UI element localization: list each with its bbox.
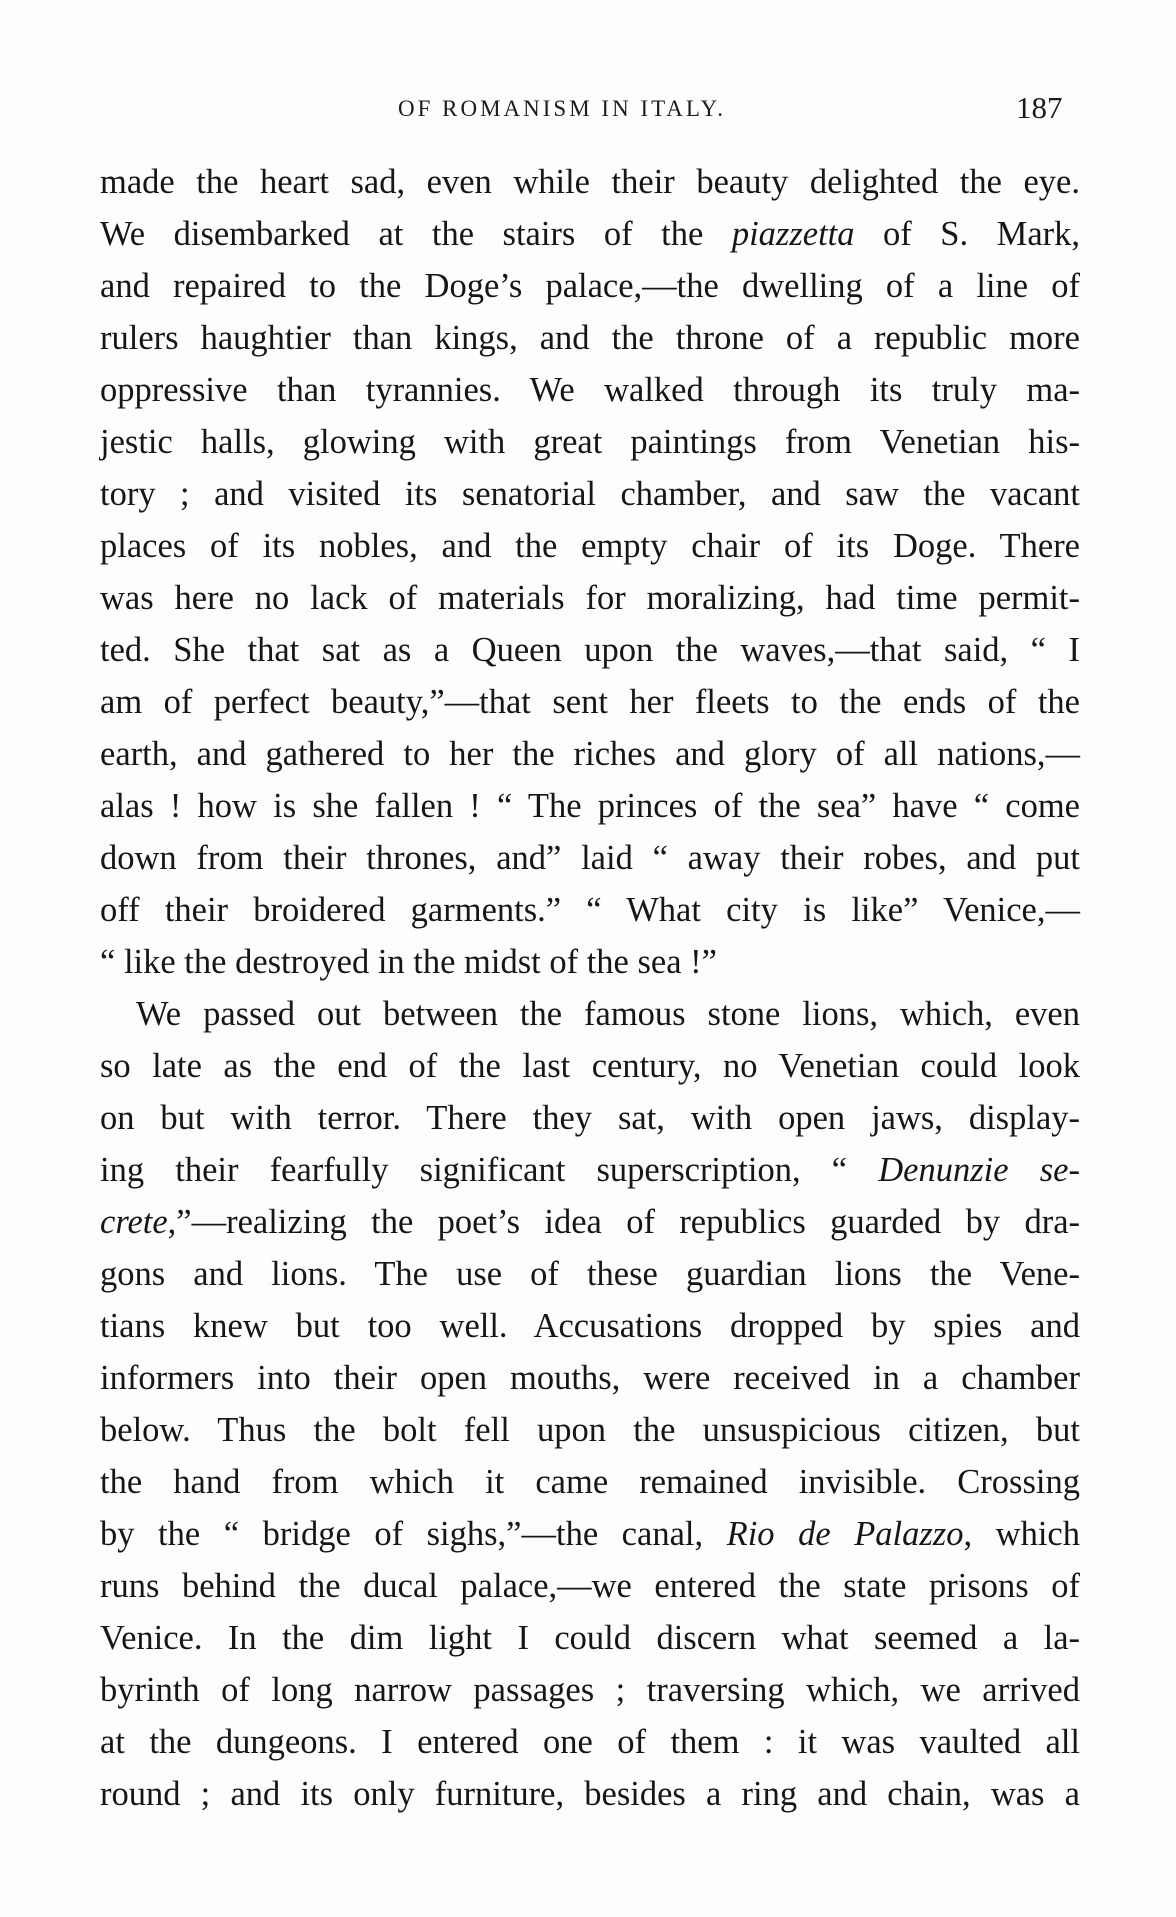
text-run: byrinth of long narrow passages ; traversing which, we arrived	[100, 1671, 1080, 1709]
text-run: We disembarked at the stairs of the	[100, 215, 732, 253]
text-run: jestic halls, glowing with great paintings from Venetian his-	[100, 423, 1080, 461]
text-run: earth, and gathered to her the riches and glory of all nations,—	[100, 735, 1080, 773]
text-line	[100, 676, 1080, 728]
text-run: made the heart sad, even while their beauty delighted the eye.	[100, 163, 1080, 201]
text-run: at the dungeons. I entered one of them : it was vaulted all	[100, 1723, 1080, 1761]
text-run: of S. Mark,	[854, 215, 1080, 253]
paragraph	[100, 156, 1080, 988]
text-line	[100, 1716, 1080, 1768]
paragraph	[100, 988, 1080, 1820]
page-number: 187	[1016, 90, 1063, 125]
text-line	[100, 780, 1080, 832]
text-line	[100, 884, 1080, 936]
text-run: oppressive than tyrannies. We walked through its truly ma-	[100, 371, 1080, 409]
text-run: , which	[963, 1515, 1080, 1553]
text-line	[100, 1248, 1080, 1300]
text-run: the hand from which it came remained invisible. Crossing	[100, 1463, 1080, 1501]
text-run: runs behind the ducal palace,—we entered the state prisons of	[100, 1567, 1080, 1605]
italic-term: Denunzie se-	[878, 1151, 1080, 1189]
text-run: on but with terror. There they sat, with open jaws, display-	[100, 1099, 1080, 1137]
text-run: rulers haughtier than kings, and the throne of a republic more	[100, 319, 1080, 357]
body-text	[100, 156, 1080, 1820]
text-line	[100, 624, 1080, 676]
text-line	[100, 260, 1080, 312]
text-line	[100, 832, 1080, 884]
text-run: was here no lack of materials for moralizing, had time permit-	[100, 579, 1080, 617]
text-line	[100, 312, 1080, 364]
text-run: ing their fearfully significant superscription, “	[100, 1151, 879, 1189]
text-line	[100, 1300, 1080, 1352]
text-line	[100, 1560, 1080, 1612]
italic-term: crete	[100, 1203, 168, 1241]
text-run: informers into their open mouths, were received in a chamber	[100, 1359, 1080, 1397]
text-line	[100, 572, 1080, 624]
text-line	[100, 1456, 1080, 1508]
text-line	[100, 364, 1080, 416]
text-line	[100, 988, 1080, 1040]
text-run: down from their thrones, and” laid “ away their robes, and put	[100, 839, 1080, 877]
text-line	[100, 1404, 1080, 1456]
text-line	[100, 1092, 1080, 1144]
text-run: ,”—realizing the poet’s idea of republics guarded by dra-	[167, 1203, 1080, 1241]
text-line	[100, 1612, 1080, 1664]
text-run: tory ; and visited its senatorial chamber, and saw the vacant	[100, 475, 1080, 513]
text-run: am of perfect beauty,”—that sent her fleets to the ends of the	[100, 683, 1080, 721]
text-run: gons and lions. The use of these guardian lions the Vene-	[100, 1255, 1080, 1293]
text-line	[100, 1508, 1080, 1560]
text-run: We passed out between the famous stone lions, which, even	[136, 995, 1080, 1033]
text-run: so late as the end of the last century, no Venetian could look	[100, 1047, 1080, 1085]
text-line	[100, 1144, 1080, 1196]
italic-term: piazzetta	[731, 215, 855, 253]
running-head: OF ROMANISM IN ITALY.	[398, 96, 727, 121]
text-run: places of its nobles, and the empty chair of its Doge. There	[100, 527, 1080, 565]
text-line	[100, 1196, 1080, 1248]
text-line	[100, 468, 1080, 520]
text-line	[100, 156, 1080, 208]
text-line	[100, 1664, 1080, 1716]
text-run: round ; and its only furniture, besides a ring and chain, was a	[100, 1775, 1080, 1813]
text-run: off their broidered garments.” “ What city is like” Venice,—	[100, 891, 1080, 929]
text-run: “ like the destroyed in the midst of the sea !”	[100, 943, 717, 981]
text-run: Venice. In the dim light I could discern what seemed a la-	[100, 1619, 1080, 1657]
text-run: below. Thus the bolt fell upon the unsuspicious citizen, but	[100, 1411, 1080, 1449]
text-line	[100, 520, 1080, 572]
text-line	[100, 936, 1080, 988]
text-run: by the “ bridge of sighs,”—the canal,	[100, 1515, 727, 1553]
text-line	[100, 728, 1080, 780]
text-run: tians knew but too well. Accusations dropped by spies and	[100, 1307, 1080, 1345]
text-line	[100, 1768, 1080, 1820]
text-run: alas ! how is she fallen ! “ The princes of the sea” have “ come	[100, 787, 1080, 825]
text-line	[100, 1352, 1080, 1404]
italic-term: Rio de Palazzo	[726, 1515, 964, 1553]
text-run: ted. She that sat as a Queen upon the waves,—that said, “ I	[100, 631, 1080, 669]
text-line	[100, 416, 1080, 468]
text-line	[100, 208, 1080, 260]
text-run: and repaired to the Doge’s palace,—the dwelling of a line of	[100, 267, 1080, 305]
text-line	[100, 1040, 1080, 1092]
